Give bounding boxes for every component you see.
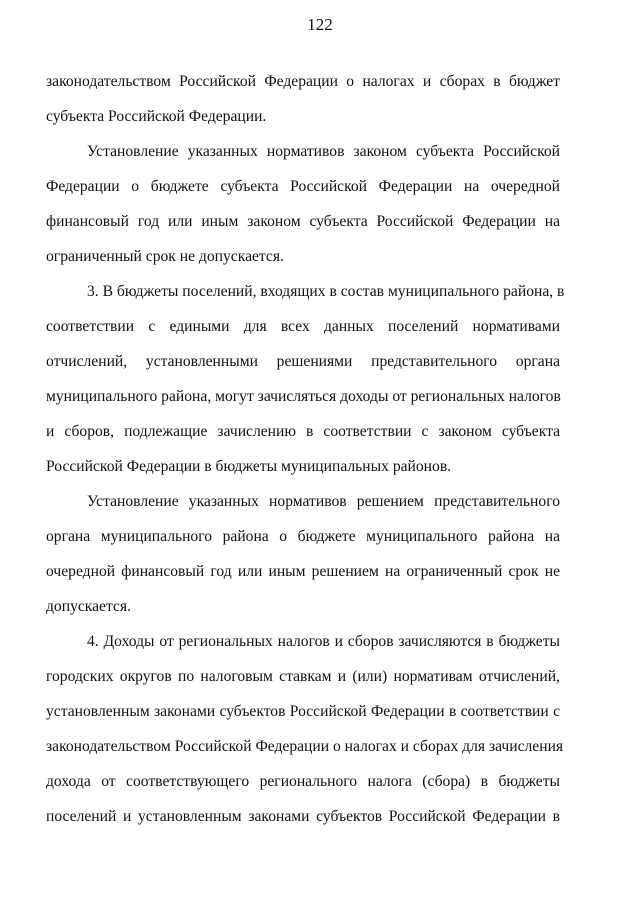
text-line: Установление указанных нормативов законом субъекта Российской bbox=[87, 143, 560, 160]
text-line: очередной финансовый год или иным решением на ограниченный срок не bbox=[46, 563, 560, 580]
text-line: соответствии с едиными для всех данных поселений нормативами bbox=[46, 318, 560, 335]
text-line: финансовый год или иным законом субъекта Российской Федерации на bbox=[46, 213, 560, 230]
text-line: допускается. bbox=[46, 598, 131, 615]
text-line: Установление указанных нормативов решением представительного bbox=[87, 493, 560, 510]
text-line: городских округов по налоговым ставкам и (или) нормативам отчислений, bbox=[46, 668, 560, 685]
paragraph-5 bbox=[46, 624, 564, 834]
text-line: дохода от соответствующего регионального налога (сбора) в бюджеты bbox=[46, 773, 560, 790]
text-line: ограниченный срок не допускается. bbox=[46, 248, 284, 265]
text-line: законодательством Российской Федерации о налогах и сборах в бюджет bbox=[46, 73, 560, 90]
text-line: 4. Доходы от региональных налогов и сборов зачисляются в бюджеты bbox=[87, 633, 560, 650]
paragraph-4 bbox=[46, 484, 560, 624]
text-line: установленным законами субъектов Российской Федерации в соответствии с bbox=[46, 703, 560, 720]
paragraph-2 bbox=[46, 134, 560, 274]
text-line: Федерации о бюджете субъекта Российской Федерации на очередной bbox=[46, 178, 560, 195]
text-line: Российской Федерации в бюджеты муниципальных районов. bbox=[46, 458, 452, 475]
text-line: отчислений, установленными решениями представительного органа bbox=[46, 353, 560, 370]
page-number: 122 bbox=[307, 15, 333, 34]
text-line: законодательством Российской Федерации о налогах и сборах для зачисления bbox=[46, 738, 564, 755]
text-line: муниципального района, могут зачисляться доходы от региональных налогов bbox=[46, 388, 561, 405]
text-line: субъекта Российской Федерации. bbox=[46, 108, 267, 125]
paragraph-1 bbox=[46, 64, 560, 134]
document-body bbox=[46, 64, 565, 834]
text-line: органа муниципального района о бюджете муниципального района на bbox=[46, 528, 560, 545]
text-line: и сборов, подлежащие зачислению в соответствии с законом субъекта bbox=[46, 423, 560, 440]
paragraph-3 bbox=[46, 274, 565, 484]
text-line: поселений и установленным законами субъектов Российской Федерации в bbox=[46, 808, 560, 825]
text-line: 3. В бюджеты поселений, входящих в состав муниципального района, в bbox=[87, 283, 565, 300]
